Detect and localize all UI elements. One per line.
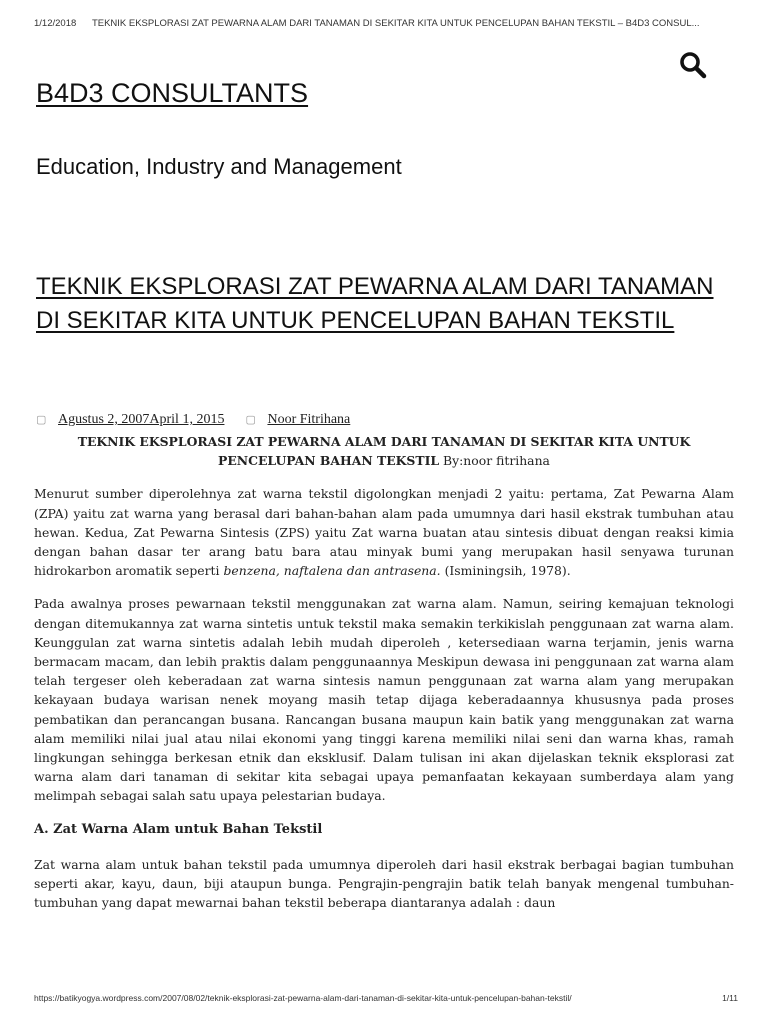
- post-title[interactable]: TEKNIK EKSPLORASI ZAT PEWARNA ALAM DARI TANAMAN DI SEKITAR KITA UNTUK PENCELUPAN BAHAN TEKSTIL: [36, 273, 714, 334]
- print-header: [34, 18, 744, 29]
- post-author-link[interactable]: Noor Fitrihana: [267, 412, 351, 427]
- search-icon: [678, 50, 708, 80]
- paragraph-1-text: Menurut sumber diperolehnya zat warna tekstil digolongkan menjadi 2 yaitu: pertama, Zat Pewarna Alam (ZPA) yaitu zat warna yang berasal dari bahan-bahan alam pada umumnya dari hasil ekstrak tumbuhan atau hewan. Kedua, Zat Pewarna Sintesis (ZPS) yaitu Zat warna buatan atau sintesis dibuat dengan reaksi kimia dengan bahan dasar ter arang batu bara atau minyak bumi yang merupakan hasil senyawa turunan hidrokarbon aromatik seperti: [34, 486, 734, 579]
- section-heading-a: A. Zat Warna Alam untuk Bahan Tekstil: [34, 821, 323, 837]
- article-heading: [34, 432, 734, 470]
- paragraph-1-italic: benzena, naftalena dan antrasena.: [223, 563, 441, 579]
- paragraph-2: Pada awalnya proses pewarnaan tekstil menggunakan zat warna alam. Namun, seiring kemajuan teknologi dengan ditemukannya zat warna sintetis untuk tekstil maka semakin terkikislah penggunaan zat warna alam. Keunggulan zat warna sintetis adalah lebih mudah diperoleh , ketersediaan warna terjamin, jenis warna bermacam macam, dan lebih praktis dalam penggunaannya Meskipun dewasa ini penggunaan zat warna alam telah tergeser oleh keberadaan zat warna sintesis namun penggunaan zat warna alam yang merupakan kekayaan budaya warisan nenek moyang masih tetap dijaga keberadaannya khususnya pada proses pembatikan dan perancangan busana. Rancangan busana maupun kain batik yang menggunakan zat warna alam memiliki nilai jual atau nilai ekonomi yang tinggi karena memiliki nilai seni dan warna khas, ramah lingkungan sehingga berkesan etnik dan eksklusif. Dalam tulisan ini akan dijelaskan teknik eksplorasi zat warna alam dari tanaman di sekitar kita sebagai upaya pemanfaatan kekayaan sumberdaya alam yang melimpah sebagai salah satu upaya pelestarian budaya.: [34, 596, 734, 804]
- paragraph-1: [34, 484, 734, 580]
- post-content: [34, 432, 734, 926]
- article-byline: By:noor fitrihana: [439, 453, 550, 469]
- print-url: https://batikyogya.wordpress.com/2007/08/02/teknik-eksplorasi-zat-pewarna-alam-dari-tanaman-di-sekitar-kita-untuk-pencelupan-bahan-tekstil/: [34, 993, 572, 1003]
- paragraph-1-tail: (Isminingsih, 1978).: [440, 563, 571, 579]
- print-date: 1/12/2018: [34, 18, 77, 29]
- paragraph-3: Zat warna alam untuk bahan tekstil pada umumnya diperoleh dari hasil ekstrak berbagai bagian tumbuhan seperti akar, kayu, daun, biji ataupun bunga. Pengrajin-pengrajin batik telah banyak mengenal tumbuhan-tumbuhan yang dapat mewarnai bahan tekstil beberapa diantaranya adalah : daun: [34, 856, 734, 911]
- print-footer: [34, 993, 738, 1003]
- post-meta: [36, 412, 350, 428]
- post-date-link[interactable]: Agustus 2, 2007April 1, 2015: [58, 412, 225, 427]
- site-description: Education, Industry and Management: [36, 154, 402, 179]
- article-heading-text: TEKNIK EKSPLORASI ZAT PEWARNA ALAM DARI TANAMAN DI SEKITAR KITA UNTUK PENCELUPAN BAHAN TEKSTIL: [77, 434, 691, 469]
- site-title[interactable]: B4D3 CONSULTANTS: [36, 78, 309, 108]
- print-title: TEKNIK EKSPLORASI ZAT PEWARNA ALAM DARI TANAMAN DI SEKITAR KITA UNTUK PENCELUPAN BAHAN TEKSTIL – B4D3 CONSUL...: [91, 18, 700, 29]
- user-icon: ▢: [245, 414, 256, 426]
- page-number: 1/11: [722, 993, 738, 1003]
- calendar-icon: ▢: [36, 414, 47, 426]
- search-button[interactable]: [678, 50, 708, 80]
